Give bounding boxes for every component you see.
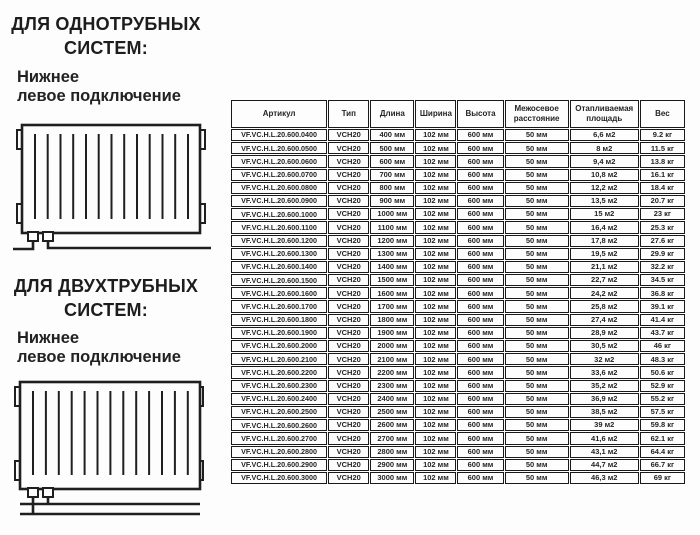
table-cell: 102 мм [415, 287, 456, 299]
table-cell: 57.5 кг [640, 406, 685, 418]
table-row [231, 274, 685, 286]
table-cell: VF.VC.H.L.20.600.1400 [231, 261, 327, 273]
table-cell: VF.VC.H.L.20.600.1700 [231, 300, 327, 312]
table-cell: 69 кг [640, 472, 685, 484]
table-cell: 50 мм [505, 380, 569, 392]
table-cell: 50 мм [505, 129, 569, 141]
table-cell: 50.6 кг [640, 366, 685, 378]
table-cell: 50 мм [505, 261, 569, 273]
table-cell: VCH20 [328, 195, 369, 207]
column-header: Вес [640, 100, 685, 128]
table-cell: 600 мм [457, 432, 503, 444]
table-row [231, 327, 685, 339]
table-cell: 27,4 м2 [570, 314, 639, 326]
table-cell: 600 мм [457, 314, 503, 326]
table-cell: 17,8 м2 [570, 235, 639, 247]
table-cell: 102 мм [415, 195, 456, 207]
table-cell: 600 мм [457, 129, 503, 141]
table-cell: 102 мм [415, 459, 456, 471]
table-cell: 44,7 м2 [570, 459, 639, 471]
table-cell: VF.VC.H.L.20.600.0900 [231, 195, 327, 207]
table-row [231, 221, 685, 233]
table-cell: 50 мм [505, 300, 569, 312]
table-cell: 22,7 м2 [570, 274, 639, 286]
table-cell: VF.VC.H.L.20.600.3000 [231, 472, 327, 484]
table-cell: 500 мм [370, 142, 414, 154]
table-cell: 102 мм [415, 314, 456, 326]
table-cell: 102 мм [415, 353, 456, 365]
table-row [231, 340, 685, 352]
table-row [231, 300, 685, 312]
table-cell: 1600 мм [370, 287, 414, 299]
table-cell: 600 мм [457, 169, 503, 181]
table-cell: 13,5 м2 [570, 195, 639, 207]
table-row [231, 287, 685, 299]
table-cell: 36,9 м2 [570, 393, 639, 405]
table-cell: VCH20 [328, 169, 369, 181]
table-cell: 2800 мм [370, 446, 414, 458]
table-cell: 2700 мм [370, 432, 414, 444]
table-cell: 50 мм [505, 327, 569, 339]
table-cell: 600 мм [457, 287, 503, 299]
table-cell: VCH20 [328, 459, 369, 471]
table-cell: 600 мм [457, 353, 503, 365]
table-cell: 34.5 кг [640, 274, 685, 286]
table-cell: 30,5 м2 [570, 340, 639, 352]
table-cell: 50 мм [505, 340, 569, 352]
table-cell: 50 мм [505, 142, 569, 154]
table-cell: 62.1 кг [640, 432, 685, 444]
table-cell: 38,5 м2 [570, 406, 639, 418]
table-cell: VCH20 [328, 235, 369, 247]
table-cell: VF.VC.H.L.20.600.1300 [231, 248, 327, 260]
table-cell: VCH20 [328, 419, 369, 431]
table-cell: 39 м2 [570, 419, 639, 431]
table-cell: VCH20 [328, 300, 369, 312]
table-cell: VCH20 [328, 446, 369, 458]
table-row [231, 393, 685, 405]
table-cell: 102 мм [415, 129, 456, 141]
column-header: Ширина [415, 100, 456, 128]
table-cell: 1900 мм [370, 327, 414, 339]
table-row [231, 406, 685, 418]
table-cell: VCH20 [328, 314, 369, 326]
table-cell: 1200 мм [370, 235, 414, 247]
table-cell: VF.VC.H.L.20.600.2400 [231, 393, 327, 405]
table-cell: 1300 мм [370, 248, 414, 260]
table-cell: 15 м2 [570, 208, 639, 220]
table-row [231, 208, 685, 220]
table-row [231, 459, 685, 471]
table-cell: 600 мм [457, 261, 503, 273]
table-cell: 600 мм [457, 393, 503, 405]
table-cell: 102 мм [415, 261, 456, 273]
two-pipe-radiator-diagram [8, 376, 218, 521]
table-row [231, 235, 685, 247]
table-cell: 28,9 м2 [570, 327, 639, 339]
table-cell: 16.1 кг [640, 169, 685, 181]
table-cell: 50 мм [505, 221, 569, 233]
table-cell: 36.8 кг [640, 287, 685, 299]
table-cell: VCH20 [328, 432, 369, 444]
table-cell: VF.VC.H.L.20.600.1600 [231, 287, 327, 299]
subtitle-line: Нижнее [17, 68, 80, 86]
table-cell: 46,3 м2 [570, 472, 639, 484]
table-cell: 39.1 кг [640, 300, 685, 312]
table-cell: 102 мм [415, 432, 456, 444]
table-cell: 59.8 кг [640, 419, 685, 431]
table-cell: 25,8 м2 [570, 300, 639, 312]
table-cell: VCH20 [328, 393, 369, 405]
table-row [231, 155, 685, 167]
table-cell: VCH20 [328, 155, 369, 167]
title-line: ДЛЯ ДВУХТРУБНЫХ [13, 276, 199, 296]
table-cell: 50 мм [505, 208, 569, 220]
table-row [231, 419, 685, 431]
subtitle-line: левое подключение [17, 87, 181, 105]
table-cell: 102 мм [415, 142, 456, 154]
table-cell: 52.9 кг [640, 380, 685, 392]
table-row [231, 432, 685, 444]
table-cell: VF.VC.H.L.20.600.0700 [231, 169, 327, 181]
table-row [231, 129, 685, 141]
table-cell: VCH20 [328, 221, 369, 233]
table-cell: 102 мм [415, 419, 456, 431]
table-cell: VF.VC.H.L.20.600.2000 [231, 340, 327, 352]
table-cell: 102 мм [415, 406, 456, 418]
table-cell: 64.4 кг [640, 446, 685, 458]
table-cell: 600 мм [457, 195, 503, 207]
table-cell: 43.7 кг [640, 327, 685, 339]
table-cell: VCH20 [328, 327, 369, 339]
table-cell: VF.VC.H.L.20.600.2200 [231, 366, 327, 378]
table-cell: 102 мм [415, 366, 456, 378]
table-cell: 600 мм [457, 459, 503, 471]
table-cell: 55.2 кг [640, 393, 685, 405]
column-header: Высота [457, 100, 503, 128]
table-cell: 46 кг [640, 340, 685, 352]
table-row [231, 182, 685, 194]
table-cell: 50 мм [505, 472, 569, 484]
title-line: ДЛЯ ОДНОТРУБНЫХ [11, 14, 201, 34]
table-cell: 600 мм [457, 208, 503, 220]
table-cell: 41.4 кг [640, 314, 685, 326]
table-cell: VCH20 [328, 261, 369, 273]
table-cell: 900 мм [370, 195, 414, 207]
table-cell: VCH20 [328, 182, 369, 194]
table-cell: 50 мм [505, 169, 569, 181]
table-cell: 102 мм [415, 221, 456, 233]
table-cell: 33,6 м2 [570, 366, 639, 378]
table-cell: 13.8 кг [640, 155, 685, 167]
table-cell: VCH20 [328, 287, 369, 299]
table-row [231, 472, 685, 484]
table-cell: 21,1 м2 [570, 261, 639, 273]
table-cell: 102 мм [415, 169, 456, 181]
table-cell: 27.6 кг [640, 235, 685, 247]
table-cell: VF.VC.H.L.20.600.0800 [231, 182, 327, 194]
table-cell: 50 мм [505, 182, 569, 194]
table-cell: VF.VC.H.L.20.600.0600 [231, 155, 327, 167]
table-row [231, 261, 685, 273]
table-cell: 800 мм [370, 182, 414, 194]
table-cell: 2200 мм [370, 366, 414, 378]
table-cell: 18.4 кг [640, 182, 685, 194]
table-cell: 50 мм [505, 419, 569, 431]
table-cell: 600 мм [457, 182, 503, 194]
table-cell: VF.VC.H.L.20.600.2600 [231, 419, 327, 431]
single-pipe-line [13, 241, 211, 249]
column-header: Тип [328, 100, 369, 128]
table-cell: 50 мм [505, 155, 569, 167]
radiator-inlet-stub [28, 232, 38, 241]
two-pipe-connection-label [17, 329, 217, 367]
table-cell: 600 мм [457, 327, 503, 339]
table-cell: 1700 мм [370, 300, 414, 312]
table-cell: 50 мм [505, 274, 569, 286]
table-cell: 50 мм [505, 235, 569, 247]
table-row [231, 446, 685, 458]
table-cell: 6,6 м2 [570, 129, 639, 141]
table-cell: 102 мм [415, 327, 456, 339]
table-cell: VF.VC.H.L.20.600.1900 [231, 327, 327, 339]
table-cell: VCH20 [328, 380, 369, 392]
two-pipe-lines [20, 497, 200, 514]
table-cell: 600 мм [457, 142, 503, 154]
table-row [231, 314, 685, 326]
spec-table-body [231, 129, 685, 484]
table-cell: 2300 мм [370, 380, 414, 392]
table-cell: VCH20 [328, 129, 369, 141]
table-cell: 600 мм [457, 274, 503, 286]
single-pipe-section-title [6, 12, 206, 60]
table-cell: VCH20 [328, 353, 369, 365]
table-cell: VF.VC.H.L.20.600.1000 [231, 208, 327, 220]
radiator-outlet-stub [43, 232, 53, 241]
table-cell: 32.2 кг [640, 261, 685, 273]
table-cell: VF.VC.H.L.20.600.2500 [231, 406, 327, 418]
table-cell: 600 мм [457, 235, 503, 247]
table-cell: 25.3 кг [640, 221, 685, 233]
table-cell: VCH20 [328, 472, 369, 484]
table-cell: 16,4 м2 [570, 221, 639, 233]
table-cell: 600 мм [457, 406, 503, 418]
table-cell: 41,6 м2 [570, 432, 639, 444]
table-cell: 9.2 кг [640, 129, 685, 141]
table-cell: 24,2 м2 [570, 287, 639, 299]
column-header: Длина [370, 100, 414, 128]
table-cell: 50 мм [505, 353, 569, 365]
table-cell: 102 мм [415, 182, 456, 194]
table-cell: 400 мм [370, 129, 414, 141]
two-pipe-section-title [6, 274, 206, 322]
spec-table-header [231, 100, 685, 128]
table-cell: VF.VC.H.L.20.600.2300 [231, 380, 327, 392]
table-cell: 50 мм [505, 248, 569, 260]
table-cell: VF.VC.H.L.20.600.1100 [231, 221, 327, 233]
column-header: Отапливаемая площадь [570, 100, 639, 128]
table-cell: 19,5 м2 [570, 248, 639, 260]
table-cell: 50 мм [505, 432, 569, 444]
table-cell: VF.VC.H.L.20.600.1800 [231, 314, 327, 326]
table-cell: 102 мм [415, 274, 456, 286]
table-cell: VCH20 [328, 208, 369, 220]
table-cell: 43,1 м2 [570, 446, 639, 458]
table-cell: 11.5 кг [640, 142, 685, 154]
table-cell: VF.VC.H.L.20.600.2700 [231, 432, 327, 444]
table-cell: 32 м2 [570, 353, 639, 365]
radiator-inlet-stub [28, 488, 38, 497]
table-cell: 102 мм [415, 235, 456, 247]
subtitle-line: левое подключение [17, 348, 181, 366]
table-cell: 3000 мм [370, 472, 414, 484]
title-line: СИСТЕМ: [64, 300, 148, 320]
table-cell: 35,2 м2 [570, 380, 639, 392]
table-cell: VF.VC.H.L.20.600.2800 [231, 446, 327, 458]
table-cell: 50 мм [505, 366, 569, 378]
title-line: СИСТЕМ: [64, 38, 148, 58]
table-cell: 50 мм [505, 406, 569, 418]
table-cell: 2400 мм [370, 393, 414, 405]
table-cell: 50 мм [505, 459, 569, 471]
table-cell: VF.VC.H.L.20.600.1500 [231, 274, 327, 286]
table-cell: 20.7 кг [640, 195, 685, 207]
table-cell: 600 мм [457, 221, 503, 233]
subtitle-line: Нижнее [17, 329, 80, 347]
table-cell: 600 мм [457, 340, 503, 352]
table-cell: 700 мм [370, 169, 414, 181]
table-cell: 8 м2 [570, 142, 639, 154]
table-cell: 10,8 м2 [570, 169, 639, 181]
table-row [231, 366, 685, 378]
table-cell: VCH20 [328, 142, 369, 154]
table-cell: 600 мм [370, 155, 414, 167]
single-pipe-connection-label [17, 68, 217, 106]
table-cell: 9,4 м2 [570, 155, 639, 167]
header-row [231, 100, 685, 128]
table-cell: 102 мм [415, 446, 456, 458]
table-cell: 50 мм [505, 446, 569, 458]
table-cell: 1400 мм [370, 261, 414, 273]
table-row [231, 380, 685, 392]
table-cell: 600 мм [457, 248, 503, 260]
table-cell: 102 мм [415, 155, 456, 167]
table-cell: 1000 мм [370, 208, 414, 220]
spec-table [230, 99, 686, 485]
table-cell: 29.9 кг [640, 248, 685, 260]
table-cell: VF.VC.H.L.20.600.1200 [231, 235, 327, 247]
table-cell: 2500 мм [370, 406, 414, 418]
table-cell: 102 мм [415, 248, 456, 260]
table-cell: VF.VC.H.L.20.600.0400 [231, 129, 327, 141]
table-cell: 12,2 м2 [570, 182, 639, 194]
table-cell: VF.VC.H.L.20.600.2100 [231, 353, 327, 365]
table-row [231, 248, 685, 260]
table-cell: 600 мм [457, 419, 503, 431]
table-cell: 600 мм [457, 380, 503, 392]
table-cell: VCH20 [328, 366, 369, 378]
table-cell: 66.7 кг [640, 459, 685, 471]
table-cell: 600 мм [457, 300, 503, 312]
table-cell: 102 мм [415, 393, 456, 405]
table-cell: 50 мм [505, 393, 569, 405]
table-cell: 2900 мм [370, 459, 414, 471]
table-cell: VCH20 [328, 274, 369, 286]
table-cell: 600 мм [457, 446, 503, 458]
table-cell: 102 мм [415, 380, 456, 392]
table-cell: 600 мм [457, 472, 503, 484]
table-row [231, 142, 685, 154]
radiator-outlet-stub [43, 488, 53, 497]
single-pipe-radiator-diagram [8, 118, 218, 256]
column-header: Артикул [231, 100, 327, 128]
table-cell: VF.VC.H.L.20.600.0500 [231, 142, 327, 154]
table-cell: 1500 мм [370, 274, 414, 286]
table-cell: 1100 мм [370, 221, 414, 233]
table-cell: 48.3 кг [640, 353, 685, 365]
table-cell: 2100 мм [370, 353, 414, 365]
table-row [231, 195, 685, 207]
column-header: Межосевое расстояние [505, 100, 569, 128]
table-cell: 2600 мм [370, 419, 414, 431]
table-cell: 600 мм [457, 155, 503, 167]
table-cell: 2000 мм [370, 340, 414, 352]
table-cell: VCH20 [328, 248, 369, 260]
table-cell: 600 мм [457, 366, 503, 378]
table-cell: VF.VC.H.L.20.600.2900 [231, 459, 327, 471]
table-cell: VCH20 [328, 406, 369, 418]
table-cell: 1800 мм [370, 314, 414, 326]
table-cell: 23 кг [640, 208, 685, 220]
table-cell: 50 мм [505, 287, 569, 299]
table-row [231, 353, 685, 365]
table-cell: 50 мм [505, 314, 569, 326]
table-row [231, 169, 685, 181]
table-cell: VCH20 [328, 340, 369, 352]
table-cell: 102 мм [415, 340, 456, 352]
table-cell: 50 мм [505, 195, 569, 207]
table-cell: 102 мм [415, 472, 456, 484]
table-cell: 102 мм [415, 208, 456, 220]
table-cell: 102 мм [415, 300, 456, 312]
